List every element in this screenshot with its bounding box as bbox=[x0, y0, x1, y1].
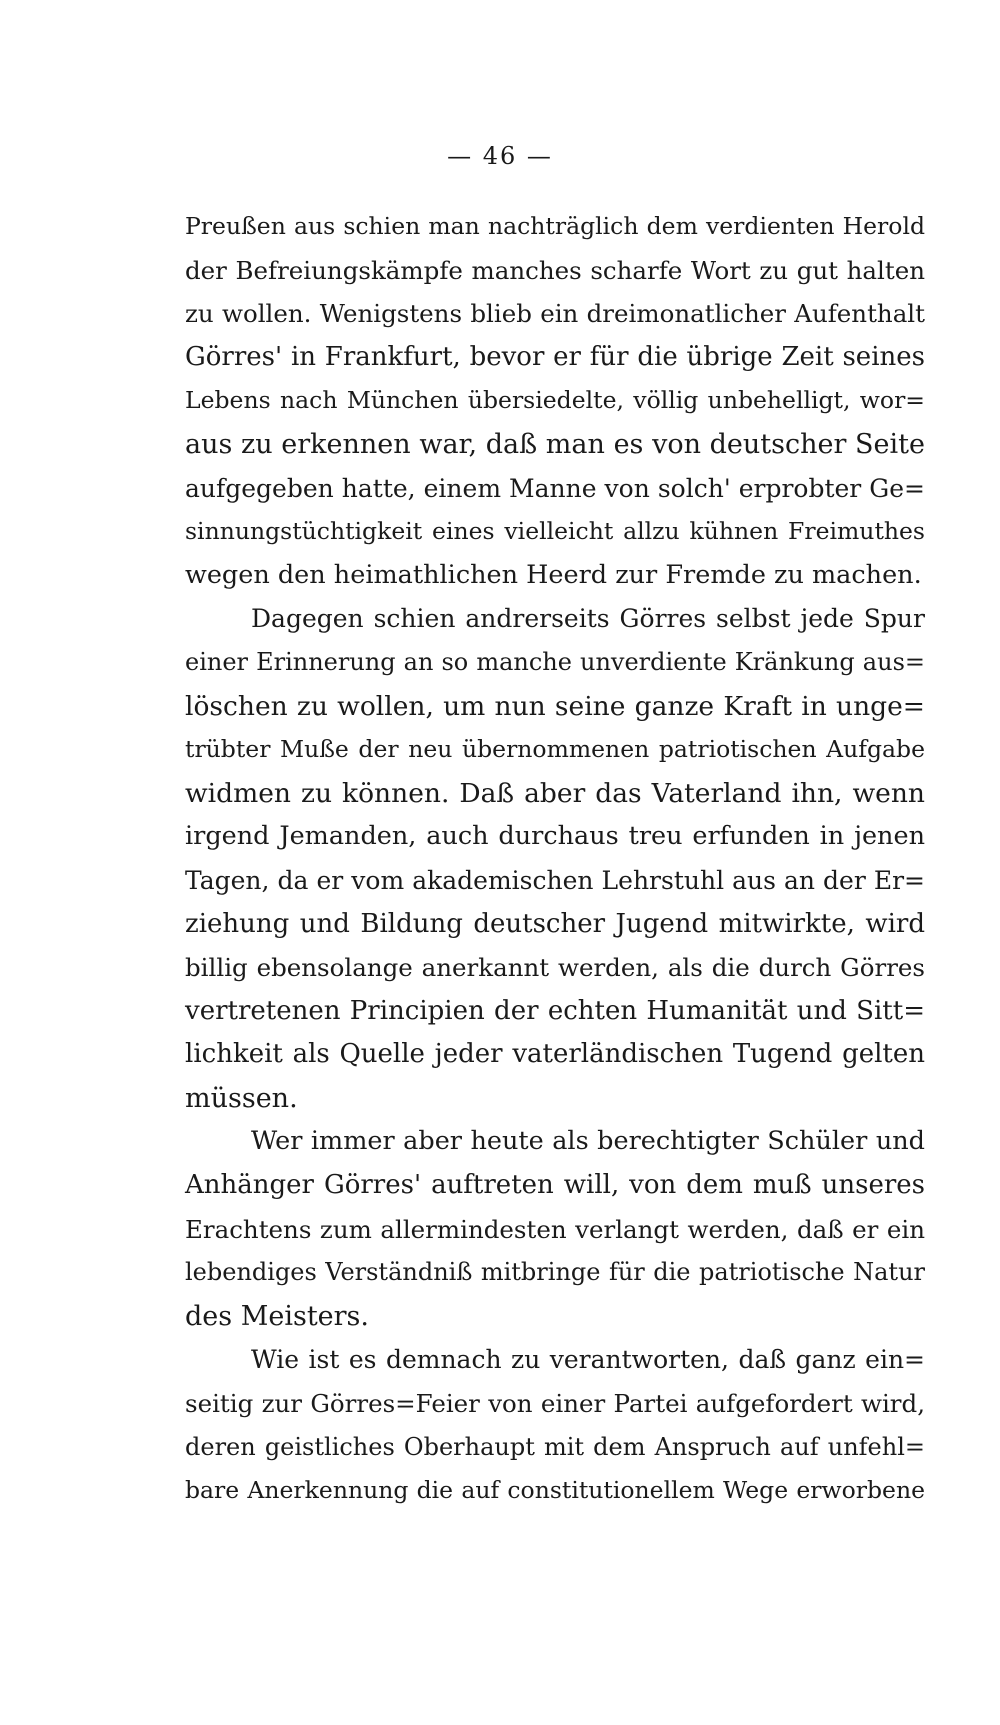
text-line: sinnungstüchtigkeit eines vielleicht allzu kühnen Freimuthes bbox=[185, 517, 925, 546]
text-line: deren geistliches Oberhaupt mit dem Anspruch auf unfehl= bbox=[185, 1432, 925, 1461]
text-line: der Befreiungskämpfe manches scharfe Wort zu gut halten bbox=[185, 255, 925, 285]
text-line: des Meisters. bbox=[185, 1300, 369, 1332]
text-line: aufgegeben hatte, einem Manne von solch' erprobter Ge= bbox=[185, 473, 925, 503]
paragraph bbox=[185, 205, 925, 597]
text-line: Erachtens zum allermindesten verlangt werden, daß er ein bbox=[185, 1214, 925, 1244]
text-line: trübter Muße der neu übernommenen patriotischen Aufgabe bbox=[185, 735, 925, 764]
text-line: ziehung und Bildung deutscher Jugend mitwirkte, wird bbox=[185, 908, 925, 939]
text-line: bare Anerkennung die auf constitutionellem Wege erworbene bbox=[185, 1476, 925, 1505]
paragraph bbox=[185, 1338, 925, 1512]
text-line: Tagen, da er vom akademischen Lehrstuhl aus an der Er= bbox=[185, 865, 925, 895]
text-line: lichkeit als Quelle jeder vaterländischen Tugend gelten bbox=[185, 1039, 925, 1070]
text-line: müssen. bbox=[185, 1082, 298, 1114]
paragraph bbox=[185, 1120, 925, 1338]
page-number: — 46 — bbox=[447, 142, 553, 170]
text-line: irgend Jemanden, auch durchaus treu erfunden in jenen bbox=[185, 821, 925, 852]
text-line: löschen zu wollen, um nun seine ganze Kraft in unge= bbox=[185, 690, 925, 722]
text-line: widmen zu können. Daß aber das Vaterland ihn, wenn bbox=[185, 777, 925, 809]
text-line: Wie ist es demnach zu verantworten, daß ganz ein= bbox=[251, 1345, 925, 1375]
text-line: Dagegen schien andrerseits Görres selbst jede Spur bbox=[251, 604, 925, 634]
text-line: wegen den heimathlichen Heerd zur Fremde zu machen. bbox=[185, 559, 922, 590]
text-line: aus zu erkennen war, daß man es von deutscher Seite bbox=[185, 428, 925, 460]
text-line: Görres' in Frankfurt, bevor er für die übrige Zeit seines bbox=[185, 341, 925, 372]
text-line: vertretenen Principien der echten Humanität und Sitt= bbox=[185, 995, 925, 1026]
text-line: zu wollen. Wenigstens blieb ein dreimonatlicher Aufenthalt bbox=[185, 299, 925, 329]
text-line: seitig zur Görres=Feier von einer Partei aufgefordert wird, bbox=[185, 1389, 925, 1419]
text-line: Anhänger Görres' auftreten will, von dem muß unseres bbox=[185, 1170, 925, 1201]
paragraph bbox=[185, 597, 925, 1120]
text-line: Lebens nach München übersiedelte, völlig unbehelligt, wor= bbox=[185, 386, 925, 415]
body-text bbox=[185, 205, 925, 1513]
text-line: Preußen aus schien man nachträglich dem verdienten Herold bbox=[185, 212, 925, 240]
text-line: Wer immer aber heute als berechtigter Schüler und bbox=[251, 1126, 925, 1157]
text-line: einer Erinnerung an so manche unverdiente Kränkung aus= bbox=[185, 647, 925, 676]
text-line: lebendiges Verständniß mitbringe für die patriotische Natur bbox=[185, 1258, 925, 1287]
text-line: billig ebensolange anerkannt werden, als die durch Görres bbox=[185, 953, 925, 983]
